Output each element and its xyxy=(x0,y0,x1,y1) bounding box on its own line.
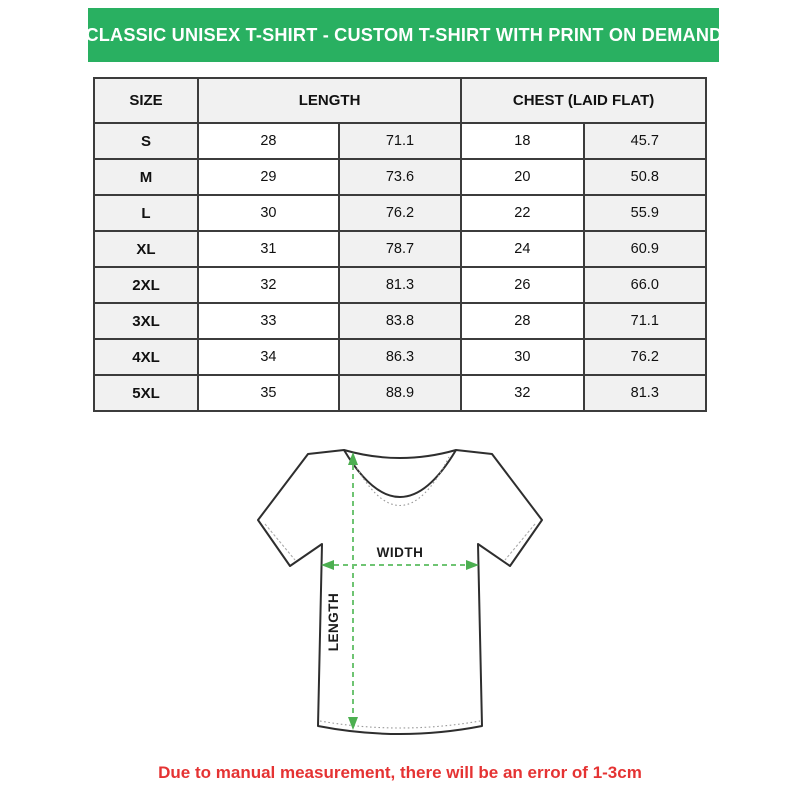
table-row xyxy=(94,339,706,375)
table-header-row xyxy=(94,78,706,123)
tshirt-measurement-diagram xyxy=(252,444,548,748)
chest-cm: 60.9 xyxy=(584,231,706,267)
chest-cm: 45.7 xyxy=(584,123,706,159)
chest-cm: 55.9 xyxy=(584,195,706,231)
length-in: 31 xyxy=(198,231,339,267)
size-label: 4XL xyxy=(94,339,198,375)
chest-in: 28 xyxy=(461,303,583,339)
chest-in: 24 xyxy=(461,231,583,267)
chest-in: 22 xyxy=(461,195,583,231)
length-cm: 73.6 xyxy=(339,159,461,195)
length-label: LENGTH xyxy=(326,592,341,652)
chest-cm: 66.0 xyxy=(584,267,706,303)
col-header-length: LENGTH xyxy=(198,78,461,123)
table-row xyxy=(94,195,706,231)
width-label: WIDTH xyxy=(376,545,424,560)
size-label: L xyxy=(94,195,198,231)
length-in: 32 xyxy=(198,267,339,303)
chest-in: 32 xyxy=(461,375,583,411)
table-row xyxy=(94,123,706,159)
chest-in: 18 xyxy=(461,123,583,159)
chest-in: 30 xyxy=(461,339,583,375)
table-row xyxy=(94,159,706,195)
chest-cm: 50.8 xyxy=(584,159,706,195)
col-header-chest: CHEST (LAID FLAT) xyxy=(461,78,706,123)
length-in: 29 xyxy=(198,159,339,195)
col-header-size: SIZE xyxy=(94,78,198,123)
size-label: 5XL xyxy=(94,375,198,411)
size-label: 2XL xyxy=(94,267,198,303)
tshirt-outline xyxy=(258,450,542,734)
length-cm: 71.1 xyxy=(339,123,461,159)
length-cm: 76.2 xyxy=(339,195,461,231)
length-in: 28 xyxy=(198,123,339,159)
chest-cm: 71.1 xyxy=(584,303,706,339)
size-label: S xyxy=(94,123,198,159)
length-in: 35 xyxy=(198,375,339,411)
length-in: 34 xyxy=(198,339,339,375)
length-cm: 88.9 xyxy=(339,375,461,411)
table-row xyxy=(94,375,706,411)
chest-cm: 76.2 xyxy=(584,339,706,375)
length-in: 30 xyxy=(198,195,339,231)
table-row xyxy=(94,267,706,303)
measurement-disclaimer: Due to manual measurement, there will be an error of 1-3cm xyxy=(158,763,642,782)
table-row xyxy=(94,231,706,267)
size-label: 3XL xyxy=(94,303,198,339)
size-label: XL xyxy=(94,231,198,267)
length-cm: 83.8 xyxy=(339,303,461,339)
size-chart-table xyxy=(93,77,707,412)
length-in: 33 xyxy=(198,303,339,339)
product-title-banner xyxy=(85,8,722,62)
length-cm: 81.3 xyxy=(339,267,461,303)
length-cm: 86.3 xyxy=(339,339,461,375)
chest-in: 26 xyxy=(461,267,583,303)
length-cm: 78.7 xyxy=(339,231,461,267)
chest-cm: 81.3 xyxy=(584,375,706,411)
size-label: M xyxy=(94,159,198,195)
product-title: CLASSIC UNISEX T-SHIRT - CUSTOM T-SHIRT WITH PRINT ON DEMAND xyxy=(85,24,722,45)
table-row xyxy=(94,303,706,339)
chest-in: 20 xyxy=(461,159,583,195)
